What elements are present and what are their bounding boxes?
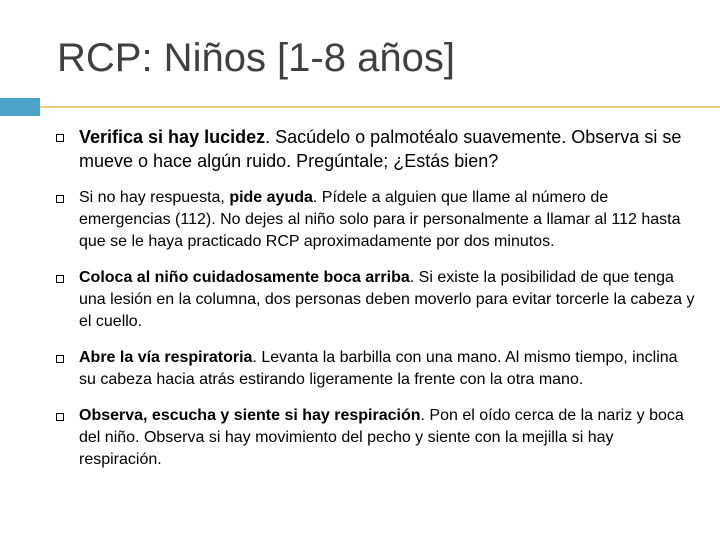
square-bullet-icon — [56, 195, 64, 203]
bullet-rest-text: . Si existe la posibilidad de que tenga una lesión en la columna, dos personas deben moverlo para evitar torcerle la cabeza y el cuello. — [79, 269, 695, 330]
bullet-rest-text: . Levanta la barbilla con una mano. Al mismo tiempo, inclina su cabeza hacia atrás estirando ligeramente la frente con la otra mano. — [79, 349, 678, 388]
bullet-item-check-breathing — [56, 405, 696, 471]
bullet-bold-text: pide ayuda — [229, 189, 313, 206]
square-bullet-icon — [56, 275, 64, 283]
bullet-rest-text: . Pon el oído cerca de la nariz y boca del niño. Observa si hay movimiento del pecho y siente con la mejilla si hay respiración. — [79, 407, 684, 468]
bullet-bold-text: Observa, escucha y siente si hay respiración — [79, 407, 421, 424]
bullet-pre-text: Si no hay respuesta, — [79, 189, 230, 206]
square-bullet-icon — [56, 355, 64, 363]
bullet-bold-text: Verifica si hay lucidez — [79, 127, 266, 147]
bullet-text — [79, 267, 696, 333]
bullet-rest-text: . Sacúdelo o palmotéalo suavemente. Observa si se mueve o hace algún ruido. Pregúntale; ¿Estás bien? — [79, 127, 682, 171]
accent-bar — [0, 98, 40, 116]
bullet-bold-text: Abre la vía respiratoria — [79, 349, 253, 366]
bullet-rest-text: . Pídele a alguien que llame al número de emergencias (112). No dejes al niño solo para ir personalmente a llamar al 112 hasta que se le haya practicado RCP aproximadamente por dos minutos. — [79, 189, 681, 250]
bullet-bold-text: Coloca al niño cuidadosamente boca arriba — [79, 269, 410, 286]
title-underline-rule — [40, 106, 720, 108]
bullet-text — [79, 405, 696, 471]
slide-title: RCP: Niños [1-8 años] — [57, 36, 455, 80]
bullet-item-open-airway — [56, 347, 696, 391]
bullet-item-ask-for-help — [56, 187, 696, 253]
bullet-text — [79, 187, 696, 253]
bullet-text — [79, 125, 696, 173]
bullet-text — [79, 347, 696, 391]
bullet-item-place-face-up — [56, 267, 696, 333]
bullet-item-check-consciousness — [56, 125, 696, 173]
square-bullet-icon — [56, 134, 64, 142]
square-bullet-icon — [56, 413, 64, 421]
bullet-list — [56, 125, 696, 485]
